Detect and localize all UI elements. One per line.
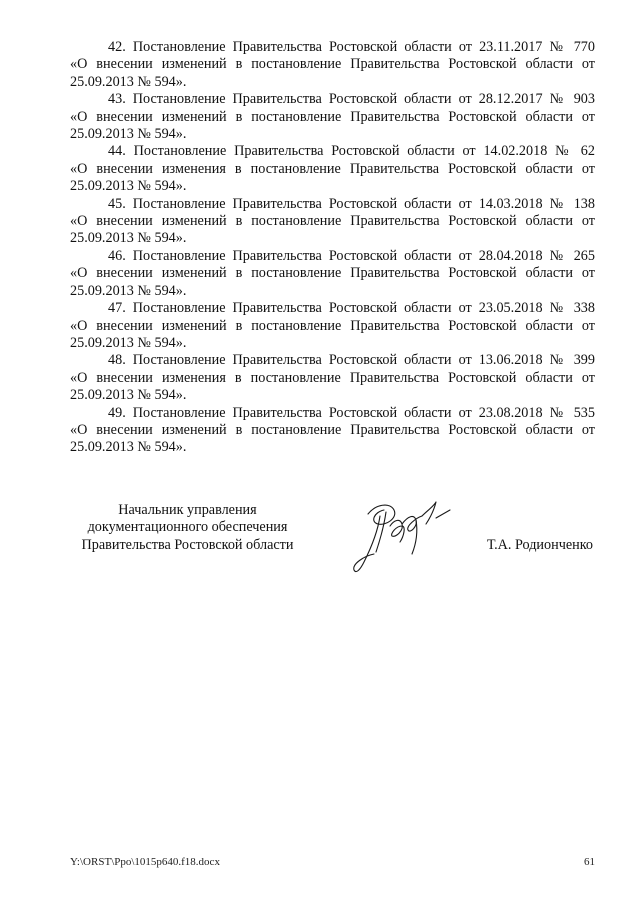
list-item-body: «О внесении изменений в постановление Правительства Ростовской области от 25.09.2013 № 594». <box>70 56 595 90</box>
list-item <box>70 248 595 300</box>
resolution-list <box>70 39 595 457</box>
list-item-body: «О внесении изменения в постановление Правительства Ростовской области от 25.09.2013 № 594». <box>70 160 595 195</box>
list-item <box>70 91 595 143</box>
list-item-body: «О внесении изменений в постановление Правительства Ростовской области от 25.09.2013 № 594». <box>70 213 595 247</box>
list-item-body: «О внесении изменений в постановление Правительства Ростовской области от 25.09.2013 № 594». <box>70 265 595 299</box>
handwritten-signature <box>350 496 460 578</box>
list-item-body: «О внесении изменений в постановление Правительства Ростовской области от 25.09.2013 № 594». <box>70 317 595 351</box>
list-item-lead: 47. Постановление Правительства Ростовской области от 23.05.2018 № 338 <box>108 300 595 317</box>
list-item <box>70 352 595 404</box>
list-item-lead: 46. Постановление Правительства Ростовской области от 28.04.2018 № 265 <box>108 247 595 264</box>
page-number: 61 <box>584 856 595 868</box>
signatory-position <box>70 502 305 554</box>
list-item <box>70 196 595 248</box>
signatory-name: Т.А. Родионченко <box>486 537 593 553</box>
signatory-position-line: документационного обеспечения <box>87 519 288 536</box>
list-item-body: «О внесении изменений в постановление Правительства Ростовской области от 25.09.2013 № 594». <box>70 108 595 143</box>
list-item-body: «О внесении изменения в постановление Правительства Ростовской области от 25.09.2013 № 594». <box>70 369 595 404</box>
list-item-lead: 48. Постановление Правительства Ростовской области от 13.06.2018 № 399 <box>108 352 595 369</box>
list-item <box>70 405 595 457</box>
list-item-lead: 44. Постановление Правительства Ростовской области от 14.02.2018 № 62 <box>108 143 595 160</box>
footer-file-path: Y:\ORST\Ppo\1015p640.f18.docx <box>70 856 220 868</box>
list-item-lead: 43. Постановление Правительства Ростовской области от 28.12.2017 № 903 <box>108 91 595 108</box>
list-item <box>70 143 595 195</box>
list-item-lead: 42. Постановление Правительства Ростовской области от 23.11.2017 № 770 <box>108 39 595 55</box>
list-item <box>70 300 595 352</box>
signatory-position-line: Начальник управления <box>118 502 257 518</box>
list-item-lead: 45. Постановление Правительства Ростовской области от 14.03.2018 № 138 <box>108 195 595 212</box>
signatory-position-line: Правительства Ростовской области <box>81 536 294 553</box>
list-item <box>70 39 595 91</box>
list-item-lead: 49. Постановление Правительства Ростовской области от 23.08.2018 № 535 <box>108 404 595 421</box>
list-item-body: «О внесении изменений в постановление Правительства Ростовской области от 25.09.2013 № 594». <box>70 421 595 456</box>
signature-block <box>70 502 595 582</box>
